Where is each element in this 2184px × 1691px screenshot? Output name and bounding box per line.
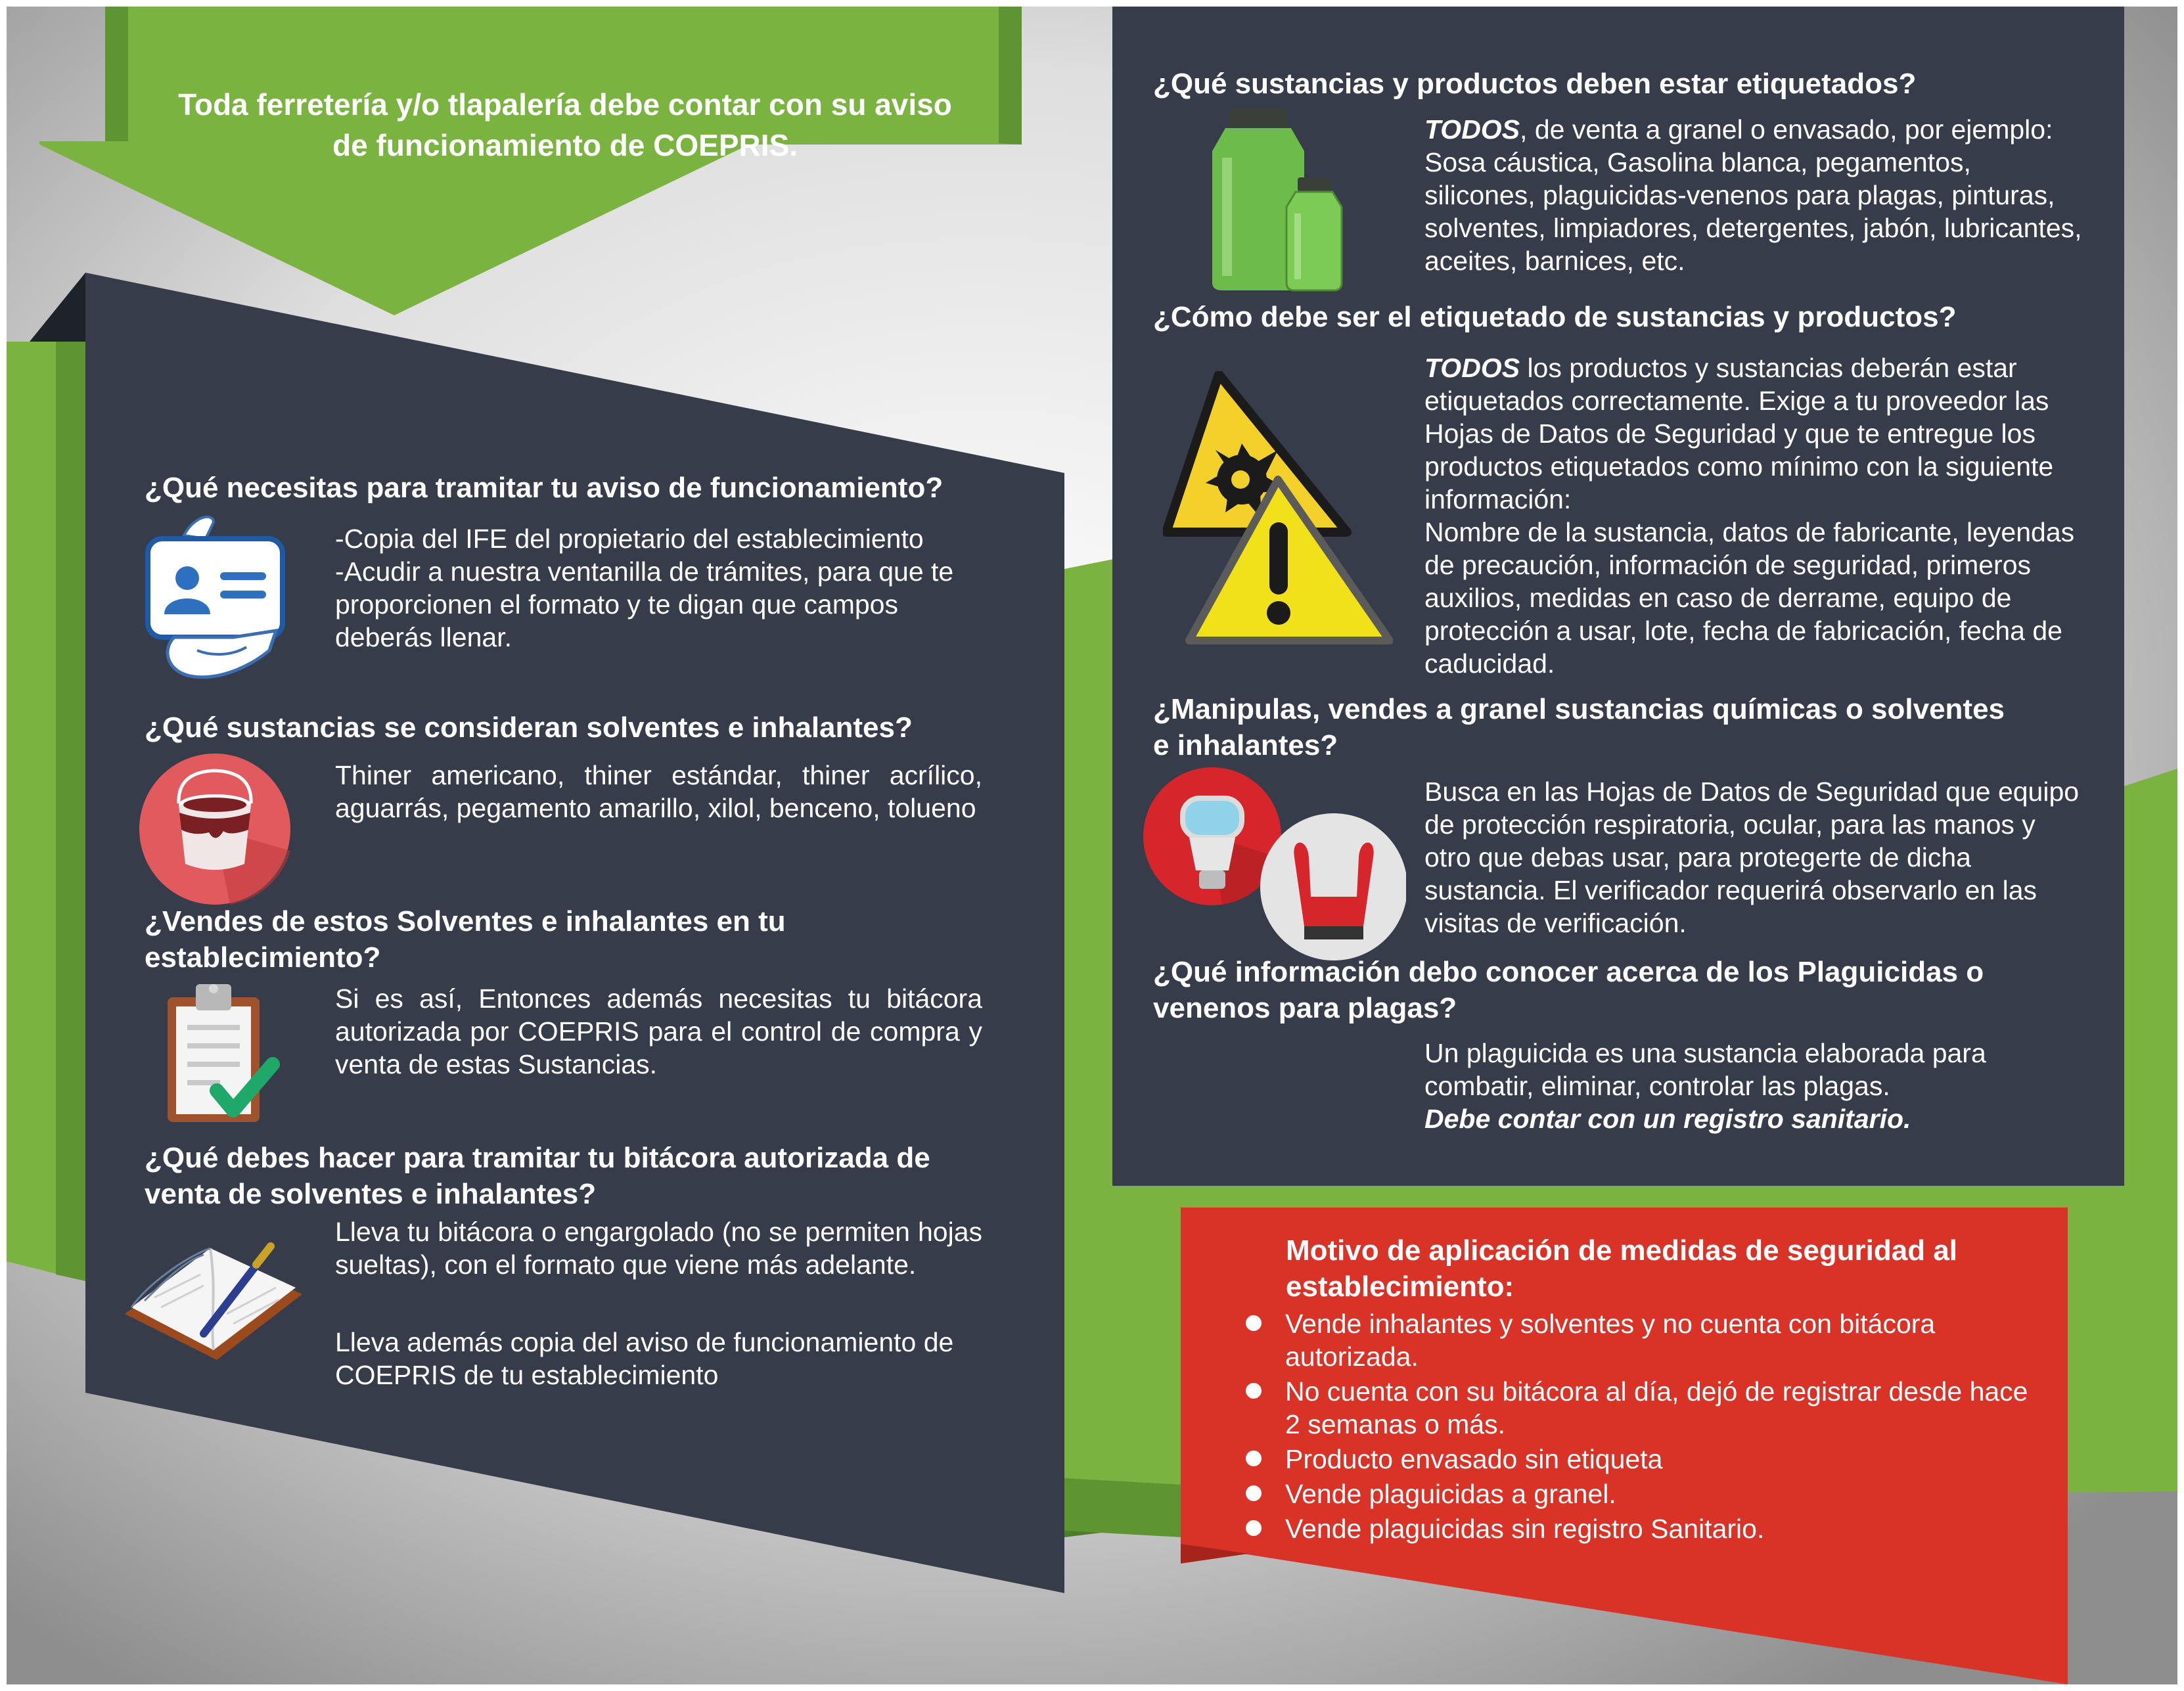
motivo-item-text: Vende plaguicidas sin registro Sanitario.	[1285, 1514, 1765, 1544]
left-s3-title: ¿Vendes de estos Solventes e inhalantes en tu establecimiento?	[145, 905, 786, 974]
left-s4-body-1: Lleva tu bitácora o engargolado (no se permiten hojas sueltas), con el formato que viene más adelante.	[335, 1217, 982, 1280]
list-item	[1242, 1443, 2030, 1476]
right-s1-body	[1424, 113, 2088, 277]
left-s3-body: Si es así, Entonces además necesitas tu bitácora autorizada por COEPRIS para el control de compra y venta de estas Sustancias.	[335, 983, 982, 1079]
bullet-icon	[1246, 1315, 1262, 1331]
list-item	[1242, 1307, 2030, 1373]
right-s3-body: Busca en las Hojas de Datos de Seguridad que equipo de protección respiratoria, ocular, para las manos y otro que debas usar, para protegerte de dicha sustancia. El verificador requerirá observarlo en las visitas de verificación.	[1424, 777, 2080, 938]
protection-gear-icon	[1143, 765, 1406, 966]
motivo-item-text: Vende inhalantes y solventes y no cuenta con bitácora autorizada.	[1285, 1309, 1936, 1372]
right-s2-body-text: los productos y sustancias deberán estar etiquetados correctamente. Exige a tu proveedor las Hojas de Datos de Seguridad y que te entregue los productos etiquetados como mínimo con la siguiente información:	[1424, 353, 2054, 514]
clipboard-check-icon	[164, 979, 283, 1133]
right-s4-emph-text: Debe contar con un registro sanitario.	[1424, 1104, 1911, 1134]
right-s3-title: ¿Manipulas, vendes a granel sustancias químicas o solventes e inhalantes?	[1153, 693, 2005, 761]
warning-signs-icon	[1163, 371, 1393, 650]
left-s2-body: Thiner americano, thiner estándar, thiner acrílico, aguarrás, pegamento amarillo, xilol, benceno, tolueno	[335, 760, 982, 823]
right-s4-body: Un plaguicida es una sustancia elaborada para combatir, eliminar, controlar las plagas.	[1424, 1038, 1986, 1101]
bullet-icon	[1246, 1383, 1262, 1399]
right-s2-body	[1424, 351, 2088, 516]
list-item	[1242, 1512, 2030, 1545]
banner-text: Toda ferretería y/o tlapalería debe contar con su aviso de funcionamiento de COEPRIS.	[178, 87, 952, 162]
motivo-list	[1242, 1307, 2030, 1547]
motivo-title: Motivo de aplicación de medidas de seguridad al establecimiento:	[1286, 1234, 1958, 1303]
id-card-icon	[135, 509, 299, 696]
right-s2-body-2: Nombre de la sustancia, datos de fabricante, leyendas de precaución, información de seguridad, primeros auxilios, medidas en caso de derrame, equipo de protección a usar, lote, fecha de fabricación, fecha de caducidad.	[1424, 517, 2075, 679]
left-s1-title: ¿Qué necesitas para tramitar tu aviso de funcionamiento?	[145, 472, 944, 504]
right-s4-title: ¿Qué información debo conocer acerca de los Plaguicidas o venenos para plagas?	[1153, 956, 1984, 1024]
list-item	[1242, 1477, 2030, 1510]
motivo-item-text: Vende plaguicidas a granel.	[1285, 1479, 1616, 1509]
left-s4-body-2: Lleva además copia del aviso de funcionamiento de COEPRIS de tu establecimiento	[335, 1327, 954, 1390]
bullet-icon	[1246, 1520, 1262, 1536]
right-s1-body-text: , de venta a granel o envasado, por ejemplo: Sosa cáustica, Gasolina blanca, pegamentos, silicones, plaguicidas-venenos para plagas, pinturas, solventes, limpiadores, detergentes, jabón, lubricantes, aceites, barnices, etc.	[1424, 114, 2082, 276]
right-s1-lead: TODOS	[1424, 114, 1520, 145]
left-s1-line-1: -Copia del IFE del propietario del establecimiento	[335, 524, 924, 554]
bottles-icon	[1196, 105, 1354, 296]
right-s2-title: ¿Cómo debe ser el etiquetado de sustancias y productos?	[1153, 301, 1957, 333]
motivo-item-text: No cuenta con su bitácora al día, dejó de registrar desde hace 2 semanas o más.	[1285, 1376, 2028, 1439]
right-s4-emph	[1424, 1102, 2088, 1135]
left-s1-line-2: -Acudir a nuestra ventanilla de trámites, para que te proporcionen el formato y te digan que campos deberás llenar.	[335, 556, 954, 652]
bullet-icon	[1246, 1451, 1262, 1466]
paint-bucket-icon	[138, 752, 292, 910]
left-s2-title: ¿Qué sustancias se consideran solventes e inhalantes?	[145, 711, 913, 744]
bullet-icon	[1246, 1485, 1262, 1501]
right-s1-title: ¿Qué sustancias y productos deben estar etiquetados?	[1153, 68, 1917, 100]
motivo-item-text: Producto envasado sin etiqueta	[1285, 1444, 1663, 1474]
list-item	[1242, 1375, 2030, 1441]
right-s2-lead: TODOS	[1424, 353, 1520, 383]
open-book-icon	[118, 1222, 309, 1389]
left-s4-title: ¿Qué debes hacer para tramitar tu bitácora autorizada de venta de solventes e inhalantes?	[145, 1142, 930, 1210]
